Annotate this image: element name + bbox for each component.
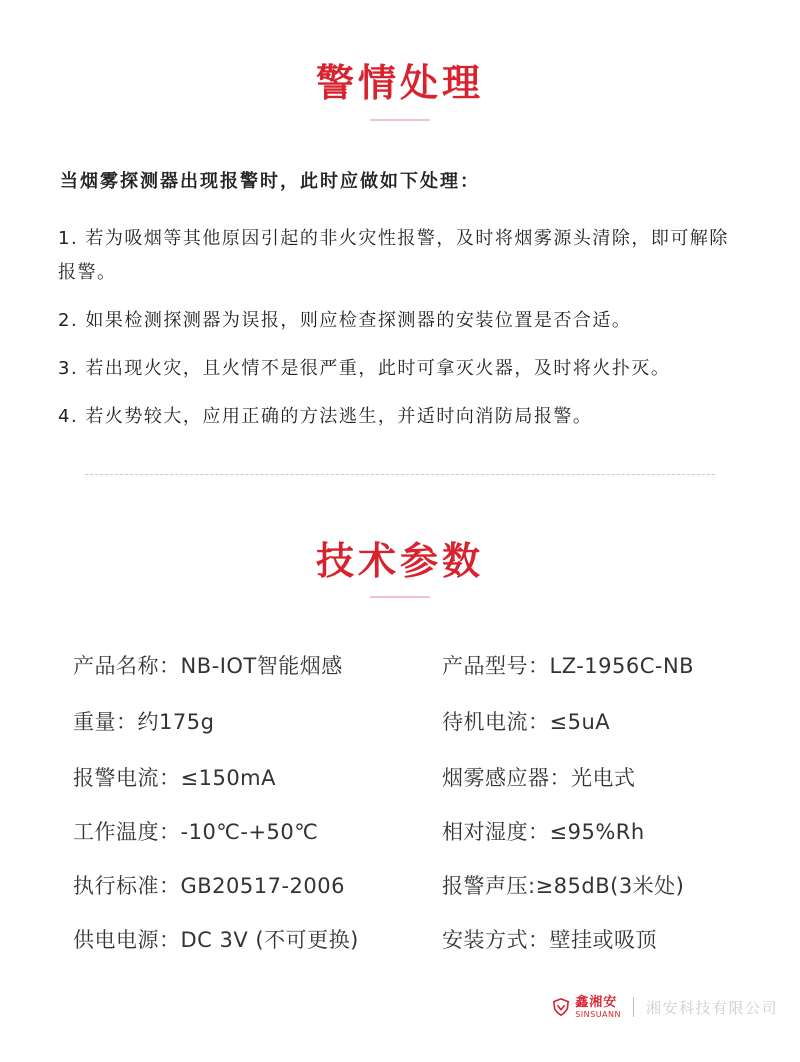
spec-standby-current: 待机电流：≤5uA [442, 710, 611, 734]
spec-installation: 安装方式：壁挂或吸顶 [442, 928, 657, 952]
spec-operating-temp: 工作温度：-10℃-+50℃ [73, 820, 319, 844]
specs-title-underline [370, 596, 430, 598]
spec-humidity: 相对湿度：≤95%Rh [442, 820, 645, 844]
alarm-step-4: 4. 若火势较大，应用正确的方法逃生，并适时向消防局报警。 [58, 406, 593, 427]
alarm-step-1: 1. 若为吸烟等其他原因引起的非火灾性报警，及时将烟雾源头清除，即可解除报警。 [58, 228, 729, 283]
alarm-section-title: 警情处理 [315, 61, 484, 105]
shield-logo-icon [552, 998, 570, 1016]
spec-product-name: 产品名称：NB-IOT智能烟感 [73, 654, 343, 678]
brand-name-en: SINSUANN [575, 1009, 621, 1019]
alarm-title-underline [370, 119, 430, 121]
spec-power-supply: 供电电源：DC 3V (不可更换) [73, 928, 359, 952]
spec-smoke-sensor: 烟雾感应器：光电式 [442, 766, 636, 790]
company-name: 湘安科技有限公司 [645, 998, 778, 1017]
brand-name-cn: 鑫湘安 [575, 994, 618, 1010]
alarm-steps-list [58, 222, 758, 448]
spec-sound-pressure: 报警声压:≥85dB(3米处) [442, 874, 685, 898]
spec-alarm-current: 报警电流：≤150mA [73, 766, 277, 790]
specs-section-title: 技术参数 [315, 539, 484, 583]
section-divider [85, 474, 715, 475]
alarm-intro: 当烟雾探测器出现报警时，此时应做如下处理： [60, 171, 480, 192]
spec-standard: 执行标准：GB20517-2006 [73, 874, 346, 898]
spec-model: 产品型号：LZ-1956C-NB [442, 654, 695, 678]
spec-weight: 重量：约175g [73, 710, 215, 734]
footer-brand [552, 990, 778, 1024]
footer-separator [633, 997, 634, 1017]
alarm-step-3: 3. 若出现火灾，且火情不是很严重，此时可拿灭火器，及时将火扑灭。 [58, 358, 671, 379]
alarm-step-2: 2. 如果检测探测器为误报，则应检查探测器的安装位置是否合适。 [58, 310, 632, 331]
brand-logo [552, 996, 621, 1019]
